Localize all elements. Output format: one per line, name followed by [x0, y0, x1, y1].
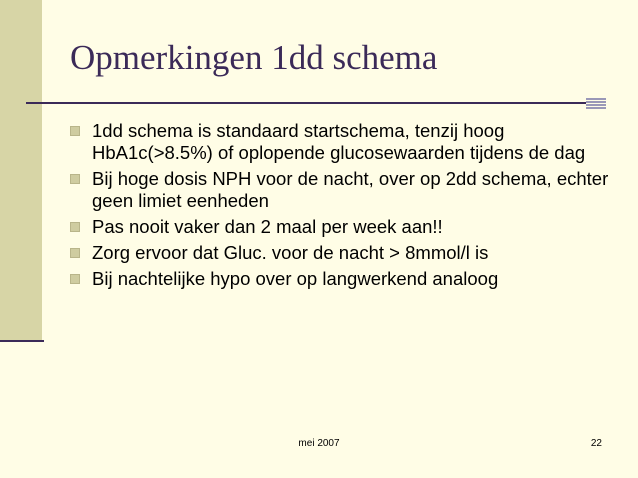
- square-bullet-icon: [70, 126, 80, 136]
- bullet-list: [70, 120, 610, 294]
- square-bullet-icon: [70, 248, 80, 258]
- slide-title: Opmerkingen 1dd schema: [70, 38, 438, 77]
- bullet-item: [70, 216, 610, 238]
- bullet-item: [70, 268, 610, 290]
- square-bullet-icon: [70, 274, 80, 284]
- bullet-text: Bij nachtelijke hypo over op langwerkend analoog: [92, 268, 499, 289]
- square-bullet-icon: [70, 222, 80, 232]
- bullet-item: [70, 168, 610, 212]
- title-rule-striped-block: [586, 98, 606, 110]
- square-bullet-icon: [70, 174, 80, 184]
- page-number: 22: [590, 438, 602, 449]
- bullet-text: Bij hoge dosis NPH voor de nacht, over op 2dd schema, echter geen limiet eenheden: [92, 168, 609, 211]
- bullet-text: 1dd schema is standaard startschema, tenzij hoog HbA1c(>8.5%) of oplopende glucosewaarden tijdens de dag: [92, 120, 586, 163]
- bullet-item: [70, 120, 610, 164]
- bullet-text: Zorg ervoor dat Gluc. voor de nacht > 8mmol/l is: [92, 242, 489, 263]
- bullet-text: Pas nooit vaker dan 2 maal per week aan!!: [92, 216, 443, 237]
- left-band-rule: [0, 340, 44, 342]
- title-underline-rule: [26, 102, 580, 104]
- left-decorative-band: [0, 0, 42, 340]
- footer-date: mei 2007: [298, 438, 340, 449]
- bullet-item: [70, 242, 610, 264]
